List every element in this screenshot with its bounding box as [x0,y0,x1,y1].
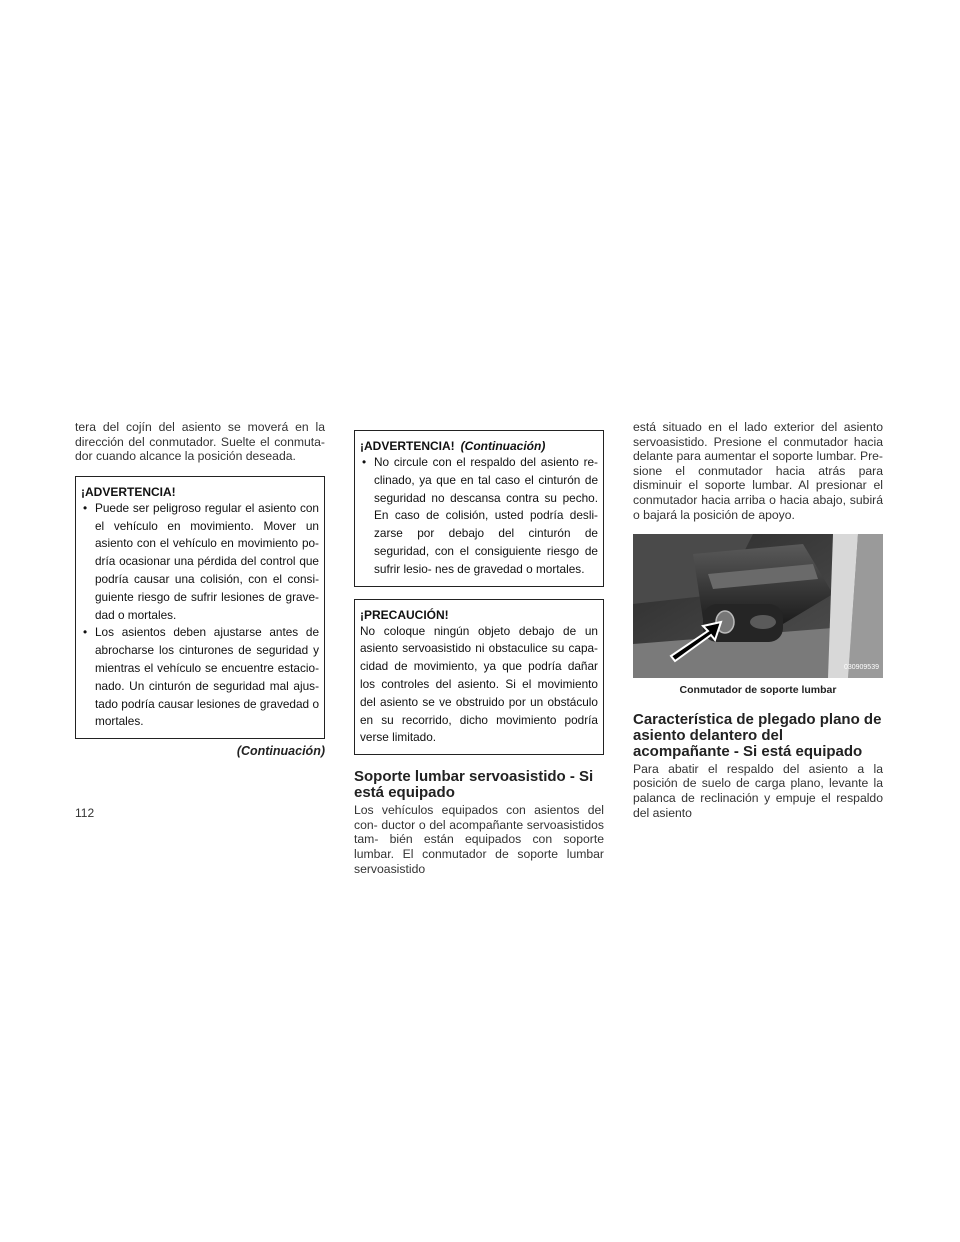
continued-label: (Continuación) [236,744,325,759]
caution-title: ¡PRECAUCIÓN! [360,607,449,622]
warning-continued-label: (Continuación) [460,439,546,453]
fold-flat-paragraph: Para abatir el respaldo del asiento a la posición de suelo de carga plano, levante la palanca de reclinación y empuje el respaldo del asiento [633,761,883,820]
warning-item: • No circule con el respaldo del asiento re- clinado, ya que en tal caso el cinturón de seguridad no descansa contra su pecho. En caso de colisión, usted podría desli- zarse por debajo del cinturón de seguridad, con el consiguiente riesgo de sufrir lesio- nes de gravedad o mortales. [360,454,598,579]
warning-item: • Los asientos deben ajustarse antes de abrocharse los cinturones de seguridad y mientras el vehículo se encuentre estacio- nado. Un cinturón de seguridad mal ajus- tado podría causar lesiones de gravedad o mortales. [81,624,319,731]
section-heading-lumbar: Soporte lumbar servoasistido - Si está equipado [354,768,594,802]
warning-list [81,500,319,731]
intro-paragraph: tera del cojín del asiento se moverá en la dirección del conmutador. Suelte el conmuta- dor cuando alcance la posición deseada. [75,420,325,464]
lumbar-paragraph-continued: está situado en el lado exterior del asiento servoasistido. Presione el conmutador hacia delante para aumentar el soporte lumbar. Pre- sione el conmutador hacia atrás para disminuir el soporte lumbar. Al presionar el conmutador hacia arriba o hacia abajo, subirá o bajará la posición de apoyo. [633,420,883,522]
column-middle [354,420,604,876]
seat-illustration [633,534,883,678]
image-code: 030909539 [843,663,879,671]
photo-caption: Conmutador de soporte lumbar [679,684,837,697]
warning-title [360,438,598,454]
column-right [633,420,883,820]
column-left [75,420,325,759]
caution-text: No coloque ningún objeto debajo de un asiento servoasistido ni obstaculice su capa- cidad de movimiento, ya que podría dañar los controles del asiento. Si el movimiento del asiento se ve obstruido por un obstáculo en su recorrido, dicho movimiento podría verse limitado. [360,623,598,745]
warning-box [75,476,325,739]
lumbar-paragraph: Los vehículos equipados con asientos del con- ductor o del acompañante servoasistidos tam- bién están equipados con soporte lumbar. El conmutador de soporte lumbar servoasistido [354,803,604,876]
warning-list [360,454,598,579]
caution-box [354,599,604,756]
section-heading-fold-flat: Característica de plegado plano de asiento delantero del acompañante - Si está equipado [633,710,882,760]
warning-item: • Puede ser peligroso regular el asiento con el vehículo en movimiento. Mover un asiento con el vehículo en movimiento po- dría ocasionar una pérdida del control que podría causar una colisión, con el consi- guiente riesgo de sufrir lesiones de grave- dad o mortales. [81,500,319,625]
warning-box-continued [354,430,604,587]
warning-title-text: ¡ADVERTENCIA! [360,439,455,453]
lumbar-switch-photo [633,534,883,678]
page-number: 112 [75,806,95,820]
warning-title: ¡ADVERTENCIA! [81,484,176,499]
